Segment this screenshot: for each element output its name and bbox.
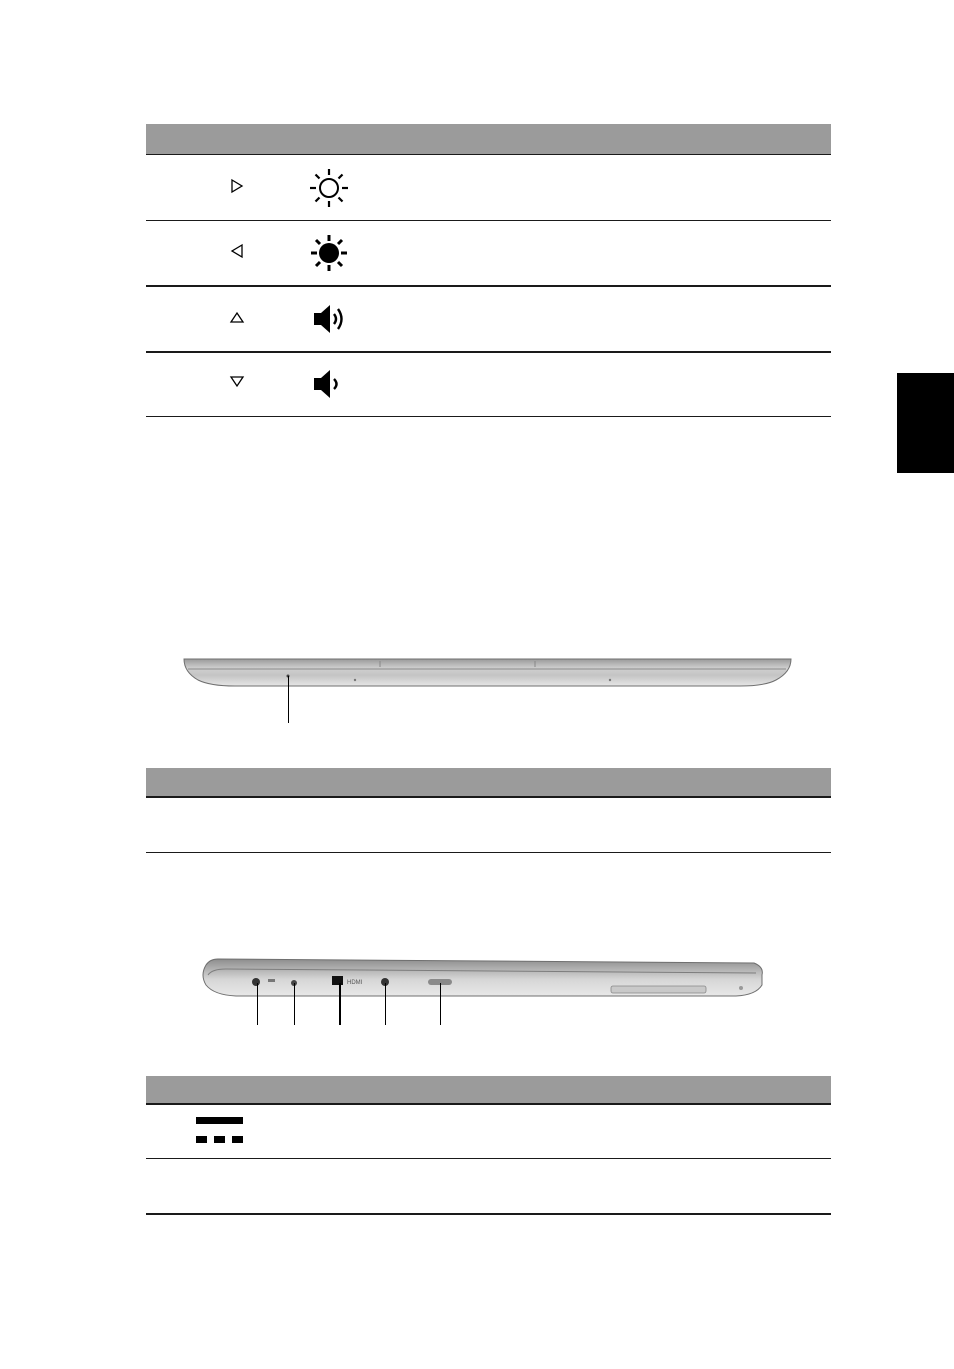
triangle-left-icon — [230, 243, 244, 259]
front-table-row — [146, 798, 831, 852]
section-thumb-tab — [897, 373, 954, 473]
triangle-right-icon — [230, 178, 244, 194]
left-view-illustration — [196, 955, 771, 1000]
brightness-down-icon — [309, 233, 349, 273]
left-callout-line-5 — [440, 983, 441, 1025]
front-view-illustration — [180, 652, 795, 692]
left-table-row — [146, 1159, 831, 1213]
front-table-header — [146, 768, 831, 796]
volume-up-icon — [312, 303, 348, 335]
front-callout-line-1 — [288, 676, 289, 723]
left-table-header — [146, 1076, 831, 1103]
hotkeys-table-header — [146, 124, 831, 154]
left-callout-line-4 — [385, 983, 386, 1025]
brightness-up-icon — [309, 168, 349, 208]
volume-down-icon — [312, 368, 344, 400]
hotkeys-row-rule — [146, 351, 831, 353]
hotkeys-row-rule — [146, 220, 831, 221]
hotkeys-table-bottom-rule — [146, 416, 831, 417]
left-header-rule — [146, 1103, 831, 1105]
left-table-bottom-rule — [146, 1213, 831, 1215]
left-callout-line-2 — [294, 983, 295, 1025]
triangle-down-icon — [229, 375, 245, 388]
front-table-bottom-rule — [146, 852, 831, 853]
hotkeys-row-rule — [146, 285, 831, 287]
dc-power-icon — [196, 1117, 244, 1145]
left-callout-line-3 — [339, 983, 341, 1025]
hotkeys-header-rule — [146, 154, 831, 155]
hdmi-port-label: HDMI — [347, 980, 363, 986]
left-callout-line-1 — [257, 983, 258, 1025]
triangle-up-icon — [229, 311, 245, 324]
